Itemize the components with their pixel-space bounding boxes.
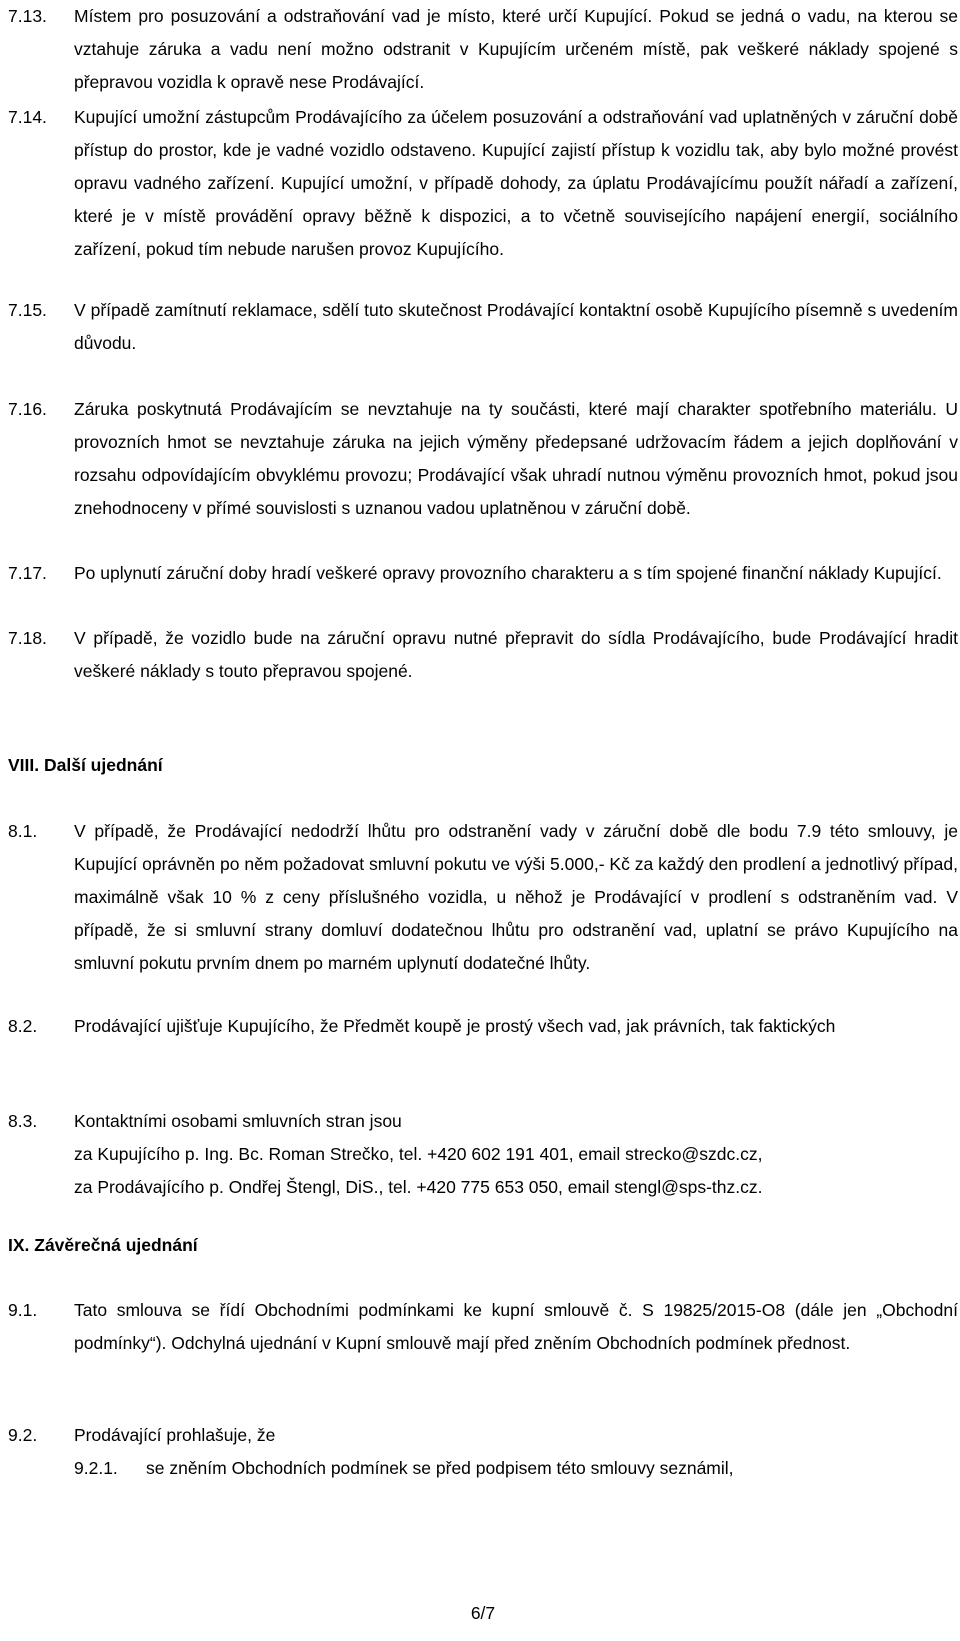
- clause-number: 7.16.: [8, 399, 47, 419]
- contact-intro: Kontaktními osobami smluvních stran jsou: [74, 1111, 402, 1131]
- clause-number: 7.15.: [8, 300, 47, 320]
- subclause-9-2-1-number: 9.2.1.: [74, 1458, 118, 1478]
- clause-text: Prodávající prohlašuje, že: [74, 1425, 276, 1445]
- clause-text: Po uplynutí záruční doby hradí veškeré opravy provozního charakteru a s tím spojené finanční náklady Kupující.: [74, 563, 942, 583]
- section-heading-8: VIII. Další ujednání: [8, 755, 163, 775]
- page-number: 6/7: [470, 1603, 496, 1623]
- clause-number: 8.1.: [8, 821, 38, 841]
- clause-text: Kupující umožní zástupcům Prodávajícího za účelem posuzování a odstraňování vad uplatněných v záruční době přístup do prostor, kde je vadné vozidlo odstaveno. Kupující zajistí přístup k vozidlu tak, aby bylo možné provést opravu vadného zařízení. Kupující umožní, v případě dohody, za úplatu Prodávajícímu použít nářadí a zařízení, které je v místě provádění opravy běžně k dispozici, a to včetně souvisejícího napájení energií, sociálního zařízení, pokud tím nebude narušen provoz Kupujícího.: [74, 107, 958, 259]
- clause-number: 9.2.: [8, 1425, 38, 1445]
- section-heading-9: IX. Závěrečná ujednání: [8, 1235, 198, 1255]
- subclause-9-2-1-text: se zněním Obchodních podmínek se před podpisem této smlouvy seznámil,: [146, 1458, 734, 1478]
- clause-text: V případě zamítnutí reklamace, sdělí tuto skutečnost Prodávající kontaktní osobě Kupujícího písemně s uvedením důvodu.: [74, 300, 958, 353]
- clause-text: [74, 1105, 958, 1204]
- contact-buyer: za Kupujícího p. Ing. Bc. Roman Strečko, tel. +420 602 191 401, email strecko@szdc.cz,: [74, 1144, 763, 1164]
- clause-text: Tato smlouva se řídí Obchodními podmínkami ke kupní smlouvě č. S 19825/2015-O8 (dále jen „Obchodní podmínky“). Odchylná ujednání v Kupní smlouvě mají před zněním Obchodních podmínek přednost.: [74, 1300, 958, 1353]
- clause-number: 8.2.: [8, 1016, 38, 1036]
- clause-text: Záruka poskytnutá Prodávajícím se nevztahuje na ty součásti, které mají charakter spotřebního materiálu. U provozních hmot se nevztahuje záruka na jejich výměny předepsané udržovacím řádem a jejich doplňování v rozsahu odpovídajícím obvyklému provozu; Prodávající však uhradí nutnou výměnu provozních hmot, pokud jsou znehodnoceny v přímé souvislosti s uznanou vadou uplatněnou v záruční době.: [74, 399, 958, 518]
- contact-seller: za Prodávajícího p. Ondřej Štengl, DiS., tel. +420 775 653 050, email stengl@sps-thz.cz.: [74, 1177, 763, 1197]
- clause-text: Prodávající ujišťuje Kupujícího, že Předmět koupě je prostý všech vad, jak právních, tak faktických: [74, 1016, 836, 1036]
- document-page: [8, 0, 958, 1641]
- clause-text: V případě, že Prodávající nedodrží lhůtu pro odstranění vady v záruční době dle bodu 7.9 této smlouvy, je Kupující oprávněn po něm požadovat smluvní pokutu ve výši 5.000,- Kč za každý den prodlení a jednotlivý případ, maximálně však 10 % z ceny příslušného vozidla, u něhož je Prodávající v prodlení s odstraněním vad. V případě, že si smluvní strany domluví dodatečnou lhůtu pro odstranění vad, uplatní se právo Kupujícího na smluvní pokutu prvním dnem po marném uplynutí dodatečné lhůty.: [74, 821, 958, 973]
- clause-number: 7.18.: [8, 628, 47, 648]
- clause-number: 8.3.: [8, 1111, 38, 1131]
- clause-number: 7.17.: [8, 563, 47, 583]
- clause-number: 7.13.: [8, 6, 47, 26]
- clause-number: 7.14.: [8, 107, 47, 127]
- clause-number: 9.1.: [8, 1300, 38, 1320]
- clause-text: Místem pro posuzování a odstraňování vad je místo, které určí Kupující. Pokud se jedná o vadu, na kterou se vztahuje záruka a vadu není možno odstranit v Kupujícím určeném místě, pak veškeré náklady spojené s přepravou vozidla k opravě nese Prodávající.: [74, 6, 958, 92]
- clause-text: V případě, že vozidlo bude na záruční opravu nutné přepravit do sídla Prodávajícího, bude Prodávající hradit veškeré náklady s touto přepravou spojené.: [74, 628, 958, 681]
